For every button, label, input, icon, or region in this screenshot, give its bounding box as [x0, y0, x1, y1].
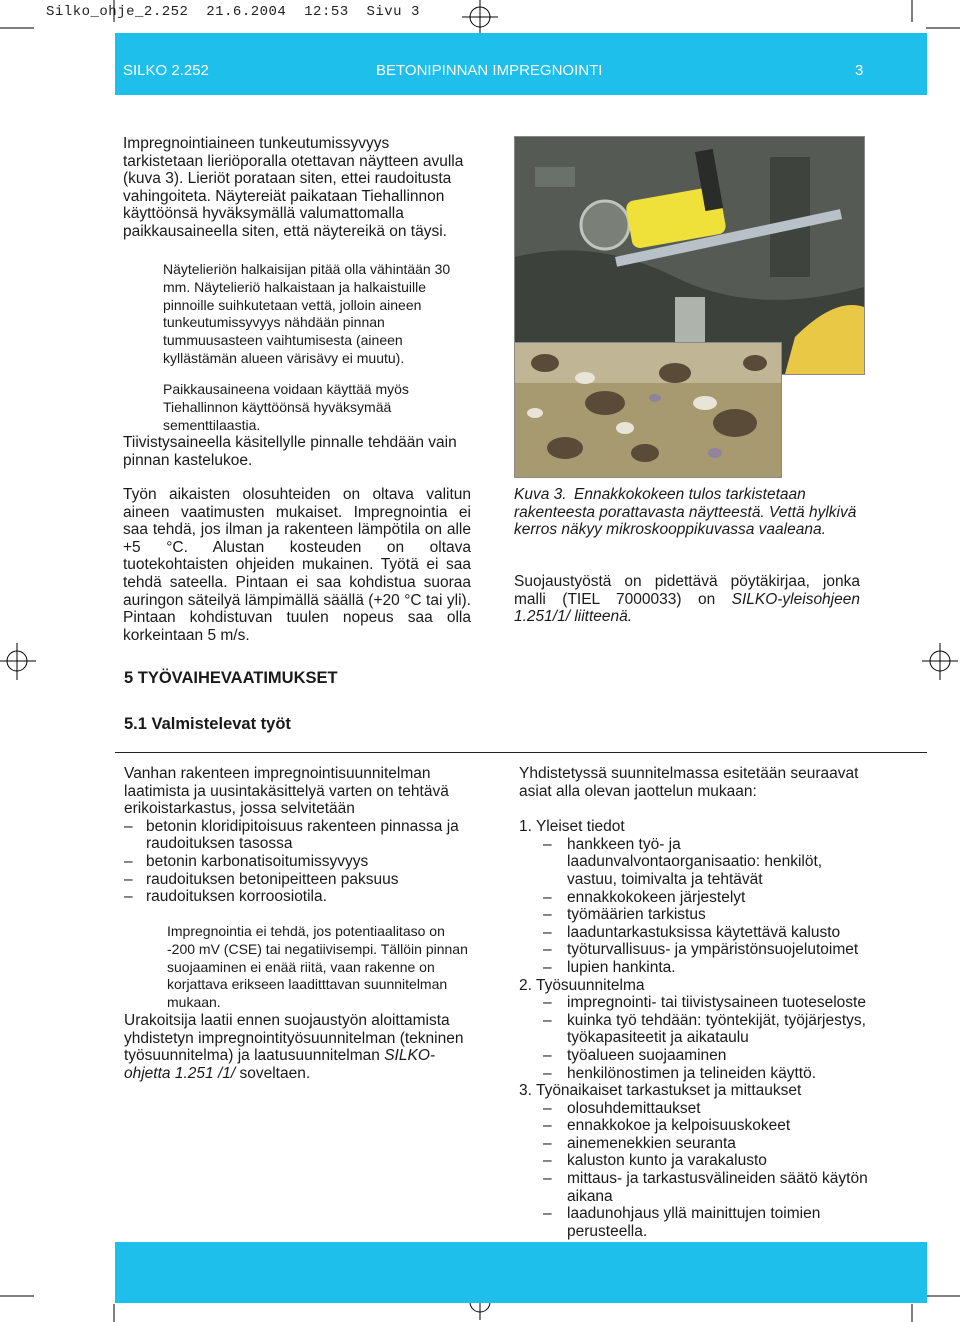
plan-group-title: 2. Työsuunnitelma — [519, 976, 645, 994]
protocol-note — [514, 573, 860, 626]
registration-mark-right — [930, 651, 950, 671]
plan-paragraph-end: soveltaen. — [239, 1064, 311, 1082]
list-item: – työturvallisuus- ja ympäristönsuojelutoimet — [519, 941, 871, 959]
figure-caption-text: Ennakkokokeen tulos tarkistetaan rakenteesta porattavasta näytteestä. Vettä hylkivä kerros näkyy mikroskooppikuvassa vaaleana. — [514, 486, 857, 539]
registration-mark-left — [7, 651, 27, 671]
plan-paragraph — [124, 1012, 474, 1082]
microscope-photo — [514, 342, 782, 478]
registration-mark-top — [470, 7, 490, 27]
list-item: – mittaus- ja tarkastusvälineiden säätö käytön aikana — [519, 1170, 871, 1205]
list-item: – lupien hankinta. — [519, 959, 871, 977]
header-series: SILKO 2.252 — [123, 62, 209, 79]
plan-intro: Yhdistetyssä suunnitelmassa esitetään seuraavat asiat alla olevan jaottelun mukaan: — [519, 765, 859, 800]
intro-paragraph: Impregnointiaineen tunkeutumissyvyys tarkistetaan lieriöporalla otettavan näytteen avulla (kuva 3). Lieriöt porataan siten, ettei raudoitusta vahingoiteta. Näytereiät paikataan Tiehallinnon käyttöönsä hyväksymällä valumattomalla paikkausaineella siten, että näytereikä on täysi. — [123, 135, 464, 240]
protocol-note-ref: SILKO-yleisohjeen 1.251/1/ liitteenä. — [514, 590, 860, 626]
list-item: – impregnointi- tai tiivistysaineen tuoteseloste — [519, 994, 871, 1012]
list-item: – ennakkokoe ja kelpoisuuskokeet — [519, 1117, 871, 1135]
footer-bar — [115, 1242, 927, 1303]
potential-note: Impregnointia ei tehdä, jos potentiaalitaso on -200 mV (CSE) tai negatiivisempi. Tällöin pinnan suojaaminen ei enää riitä, vaan rakenne on korjattava erikseen laaditttavan suunnitelman mukaan. — [167, 923, 468, 1011]
list-item: – raudoituksen korroosiotila. — [124, 888, 474, 906]
list-item: – betonin karbonatisoitumissyvyys — [124, 853, 474, 871]
list-item: – kaluston kunto ja varakalusto — [519, 1152, 871, 1170]
plan-paragraph-text: Urakoitsija laatii ennen suojaustyön aloittamista yhdistetyn impregnointityösuunnitelman (tekninen työsuunnitelma) ja laatusuunnitelman — [124, 1012, 464, 1065]
list-item: – raudoituksen betonipeitteen paksuus — [124, 871, 474, 889]
list-item: – henkilönostimen ja telineiden käyttö. — [519, 1065, 871, 1083]
list-item: – työalueen suojaaminen — [519, 1047, 871, 1065]
plan-group — [519, 818, 871, 976]
section-divider — [115, 752, 927, 753]
list-item: – kuinka työ tehdään: työntekijät, työjärjestys, työkapasiteetit ja aikataulu — [519, 1012, 871, 1047]
print-info-line: Silko_ohje_2.252 21.6.2004 12:53 Sivu 3 — [46, 4, 420, 20]
plan-paragraph-ref: SILKO-ohjetta 1.251 /1/ — [124, 1047, 436, 1082]
protocol-note-text: Suojaustyöstä on pidettävä pöytäkirjaa, jonka malli (TIEL 7000033) on — [514, 573, 860, 608]
plan-group — [519, 977, 871, 1083]
repair-note: Paikkausaineena voidaan käyttää myös Tiehallinnon käyttöönsä hyväksymää sementtilaastia. — [163, 381, 409, 433]
list-item: – ainemenekkien seuranta — [519, 1135, 871, 1153]
page-number: 3 — [855, 62, 864, 79]
inspection-section — [124, 765, 474, 906]
drill-photo — [514, 136, 865, 375]
list-item: – laaduntarkastuksissa käytettävä kalusto — [519, 924, 871, 942]
inspection-intro: Vanhan rakenteen impregnointisuunnitelman laatimista ja uusintakäsittelyä varten on tehtävä erikoistarkastus, jossa selvitetään — [124, 765, 449, 818]
plan-groups — [519, 818, 871, 1240]
list-item: – betonin kloridipitoisuus rakenteen pinnassa ja raudoituksen tasossa — [124, 818, 474, 853]
sample-note: Näytelieriön halkaisijan pitää olla vähintään 30 mm. Näytelieriö halkaistaan ja halkaistuille pinnoille suihkutetaan vettä, jolloin aineen tunkeutumissyvyys nähdään pinnan tummuusasteen vaihtumisesta (aineen kyllästämän alueen värisävy ei muutu). — [163, 261, 451, 366]
plan-contents — [519, 765, 871, 1240]
list-item: – olosuhdemittaukset — [519, 1100, 871, 1118]
list-item: – hankkeen työ- ja laadunvalvontaorganisaatio: henkilöt, vastuu, toimivalta ja tehtävät — [519, 836, 871, 889]
plan-group-title: 3. Työnaikaiset tarkastukset ja mittaukset — [519, 1082, 802, 1100]
inspection-list — [124, 818, 474, 906]
conditions-paragraph: Työn aikaisten olosuhteiden on oltava valitun aineen vaatimusten mukaiset. Impregnointia ei saa tehdä, jos ilman ja rakenteen lämpötila on alle +5 °C. Alustan kosteuden on oltava tuotekohtaisten ohjeiden mukainen. Työtä ei saa tehdä sateella. Pintaan ei saa kohdistua suoraa auringon säteilyä lämpimällä säällä (+20 °C tai yli). Pintaan kohdistuvan tuulen nopeus saa olla korkeintaan 5 m/s. — [123, 486, 471, 644]
list-item: – työmäärien tarkistus — [519, 906, 871, 924]
header-title: BETONIPINNAN IMPREGNOINTI — [376, 62, 603, 79]
plan-group-title: 1. Yleiset tiedot — [519, 818, 625, 836]
list-item: – laadunohjaus yllä mainittujen toimien perusteella. — [519, 1205, 871, 1240]
figure-caption — [514, 486, 874, 539]
section-heading: 5 TYÖVAIHEVAATIMUKSET — [124, 669, 338, 687]
subsection-heading: 5.1 Valmistelevat työt — [124, 715, 291, 733]
sealant-paragraph: Tiivistysaineella käsitellylle pinnalle tehdään vain pinnan kastelukoe. — [123, 434, 457, 469]
list-item: – ennakkokokeen järjestelyt — [519, 889, 871, 907]
plan-group — [519, 1082, 871, 1240]
figure-label: Kuva 3. — [514, 486, 567, 503]
